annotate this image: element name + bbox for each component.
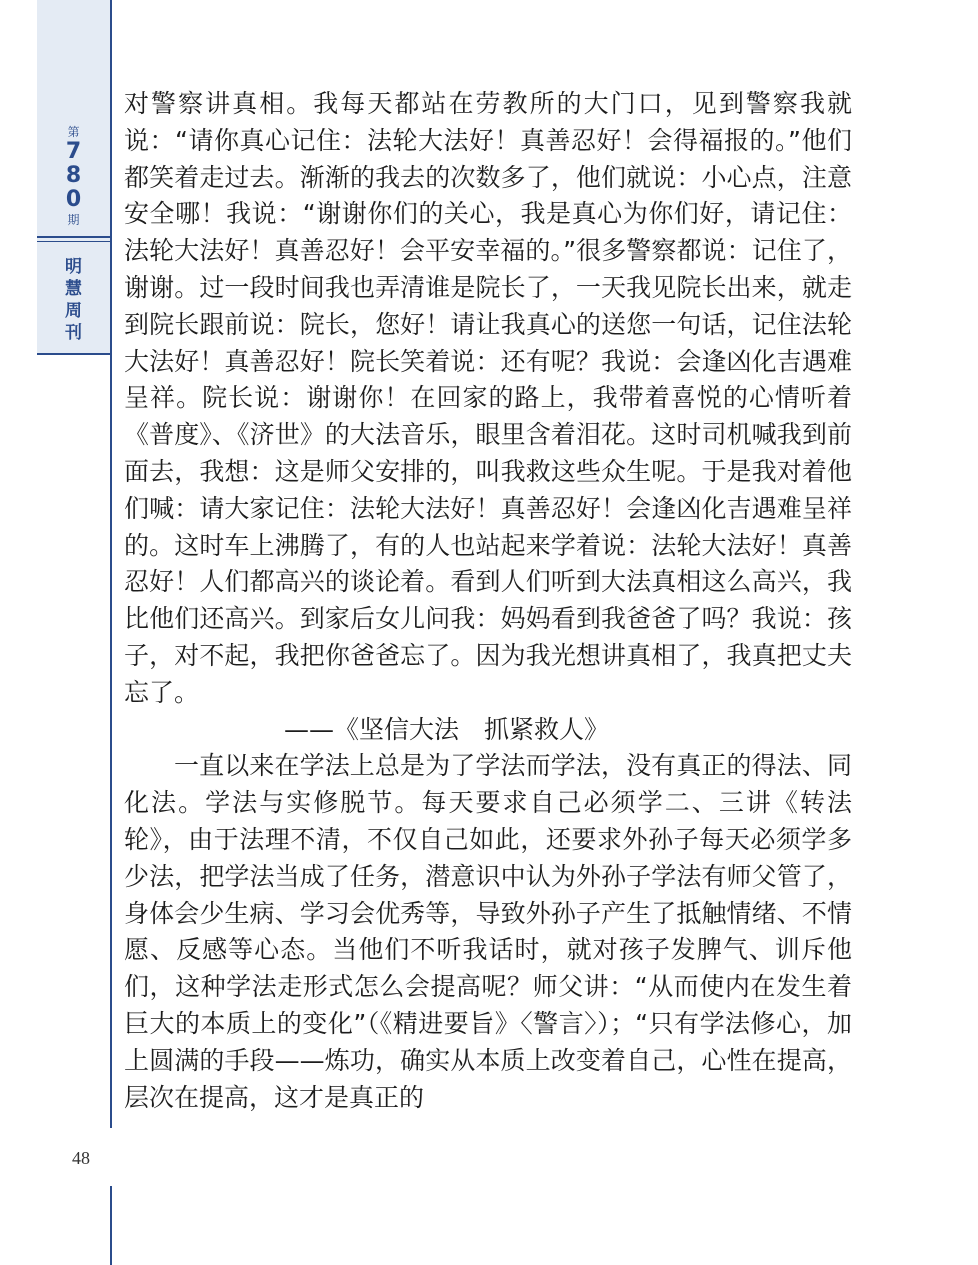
- issue-number: [37, 124, 110, 236]
- sidebar-divider: [37, 236, 110, 238]
- source-citation: ——《坚信大法 抓紧救人》: [284, 714, 610, 744]
- publication-char: 周: [65, 301, 82, 321]
- issue-prefix: 第: [67, 125, 80, 139]
- publication-char: 明: [65, 257, 82, 277]
- issue-digit: 0: [65, 187, 82, 212]
- publication-char: 刊: [65, 323, 82, 343]
- body-paragraph: 对警察讲真相。我每天都站在劳教所的大门口，见到警察我就说：“请你真心记住：法轮大法好！真善忍好！会得福报的。”他们都笑着走过去。渐渐的我去的次数多了，他们就说：小心点，注意安全哪！我说：“谢谢你们的关心，我是真心为你们好，请记住：法轮大法好！真善忍好！会平安幸福的。”很多警察都说：记住了，谢谢。过一段时间我也弄清谁是院长了，一天我见院长出来，就走到院长跟前说：院长，您好！请让我真心的送您一句话，记住法轮大法好！真善忍好！院长笑着说：还有呢？我说：会逢凶化吉遇难呈祥。院长说：谢谢你！在回家的路上，我带着喜悦的心情听着《普度》、《济世》的大法音乐，眼里含着泪花。这时司机喊我到前面去，我想：这是师父安排的，叫我救这些众生呢。于是我对着他们喊：请大家记住：法轮大法好！真善忍好！会逢凶化吉遇难呈祥的。这时车上沸腾了，有的人也站起来学着说：法轮大法好！真善忍好！人们都高兴的谈论着。看到人们听到大法真相这么高兴，我比他们还高兴。到家后女儿问我：妈妈看到我爸爸了吗？我说：孩子，对不起，我把你爸爸忘了。因为我光想讲真相了，我真把丈夫忘了。: [124, 89, 852, 707]
- publication-char: 慧: [65, 279, 82, 299]
- issue-digit: 7: [65, 139, 82, 164]
- page-number: 48: [72, 1148, 90, 1168]
- publication-name: [37, 256, 110, 344]
- issue-suffix: 期: [67, 213, 80, 227]
- sidebar-divider-thin: [37, 241, 110, 242]
- issue-digit: 8: [65, 163, 82, 188]
- body-paragraph: 一直以来在学法上总是为了学法而学法，没有真正的得法、同化法。学法与实修脱节。每天要求自己必须学二、三讲《转法轮》，由于法理不清，不仅自己如此，还要求外孙子每天必须学多少法，把学法当成了任务，潜意识中认为外孙子学法有师父管了，身体会少生病、学习会优秀等，导致外孙子产生了抵触情绪、不情愿、反感等心态。当他们不听我话时，就对孩子发脾气、训斥他们，这种学法走形式怎么会提高呢？师父讲：“从而使内在发生着巨大的本质上的变化”（《精进要旨》〈警言〉）；“只有学法修心，加上圆满的手段——炼功，确实从本质上改变着自己，心性在提高，层次在提高，这才是真正的: [124, 751, 852, 1112]
- margin-rule: [110, 0, 112, 1265]
- article-body: [124, 86, 852, 1116]
